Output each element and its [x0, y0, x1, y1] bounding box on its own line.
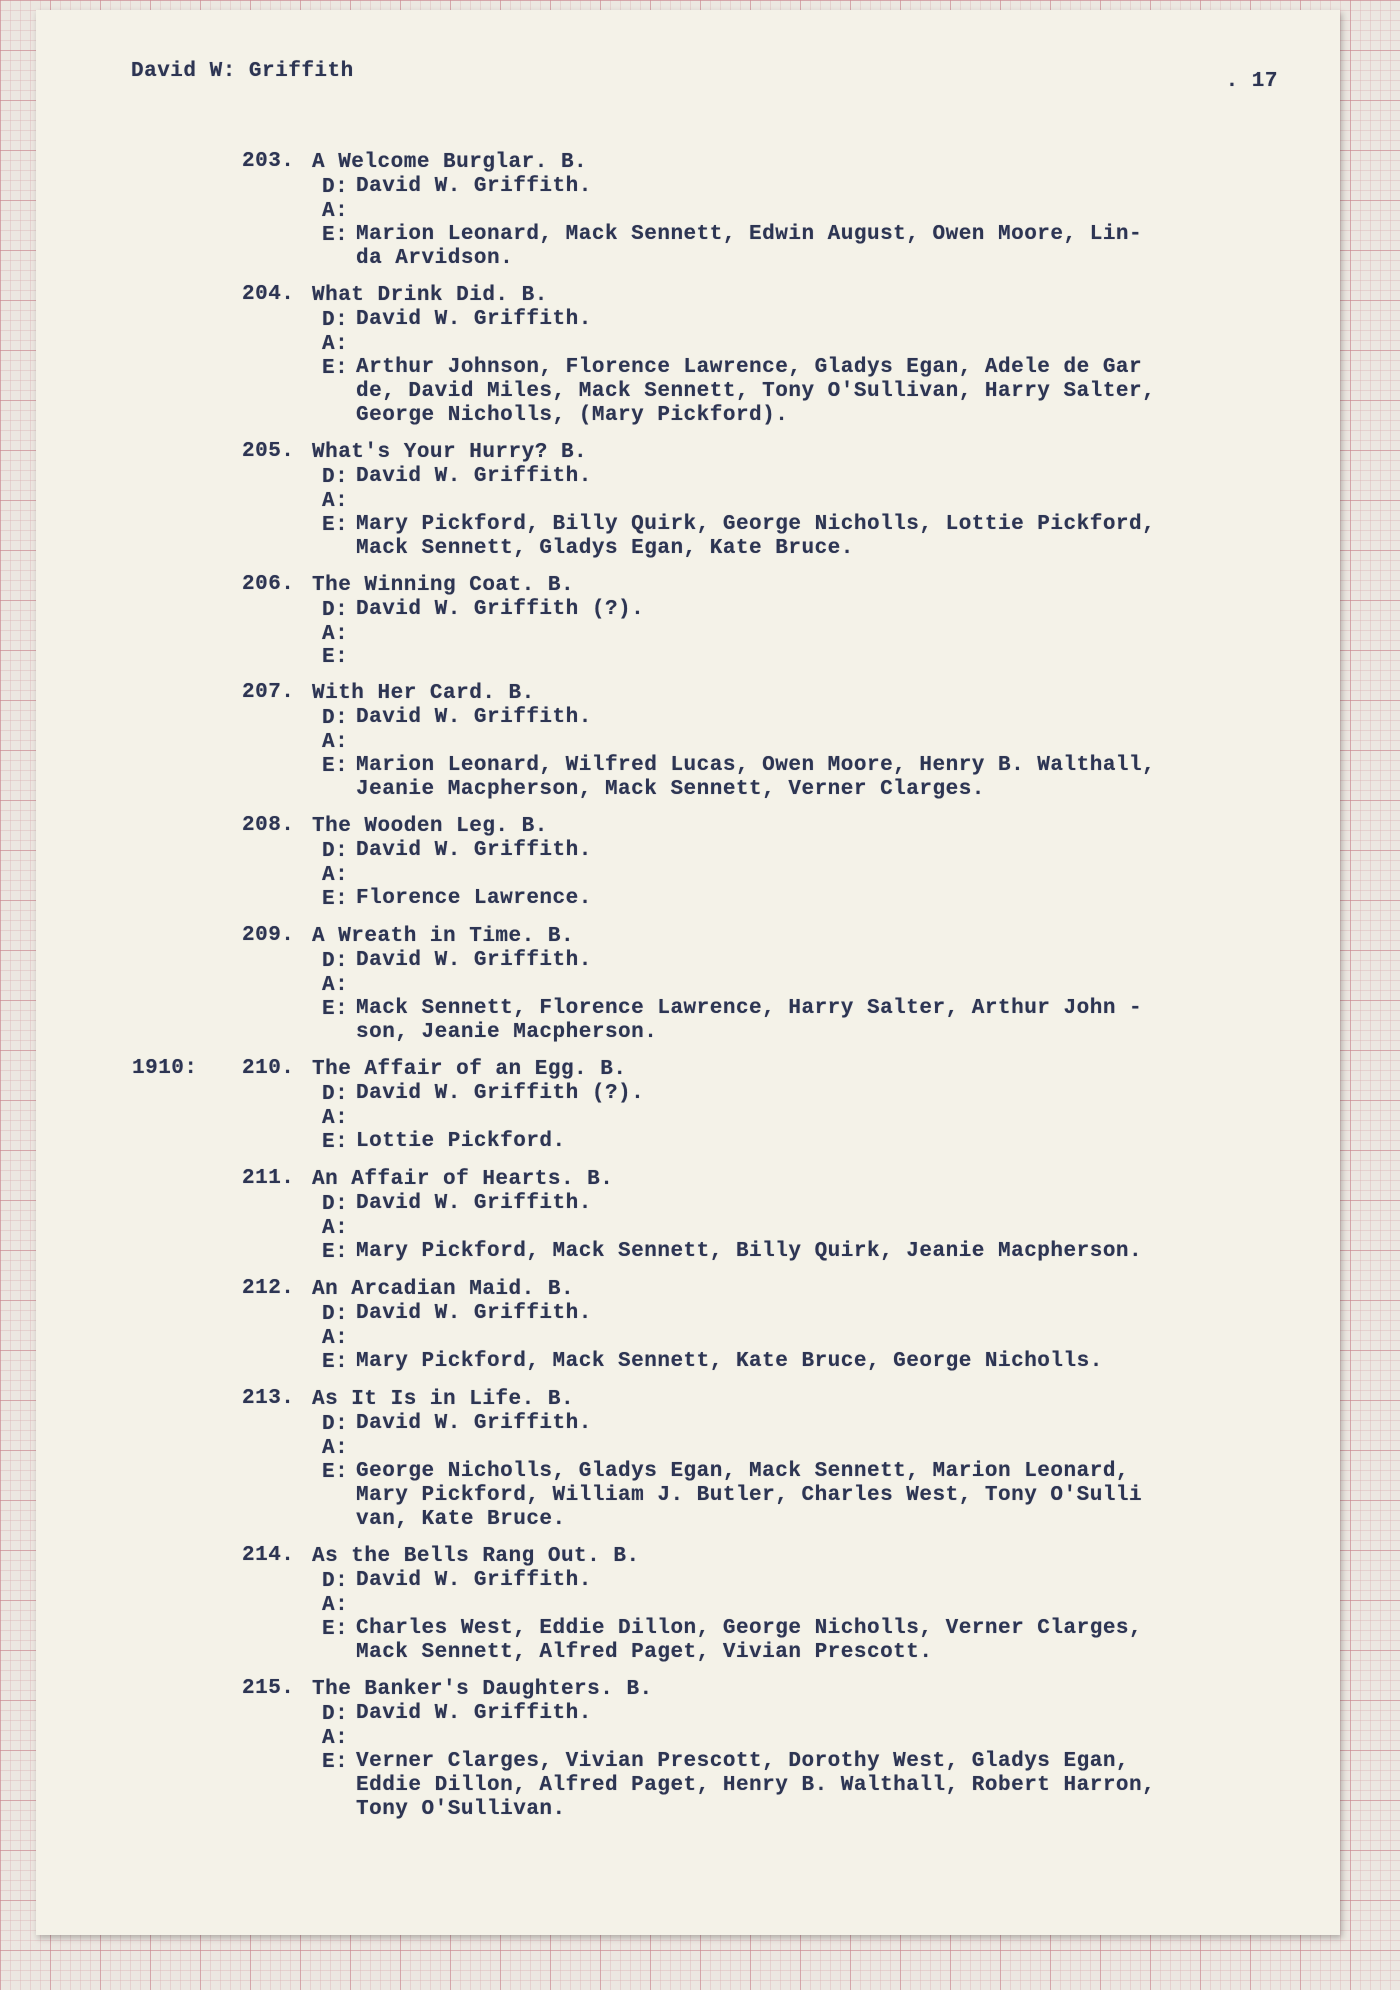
film-entry [132, 681, 1312, 802]
film-title: What's Your Hurry? B. [312, 441, 588, 464]
film-title: As the Bells Rang Out. B. [312, 1545, 640, 1568]
assistant-credit-label: A: [322, 864, 349, 887]
director-credit-label: D: [322, 1193, 349, 1216]
director-credit-label: D: [322, 1570, 349, 1593]
cast-credit [322, 646, 1312, 669]
assistant-credit-label: A: [322, 623, 349, 646]
film-title: The Affair of an Egg. B. [312, 1058, 627, 1081]
director-credit-label: D: [322, 707, 349, 730]
director-credit [322, 1192, 1312, 1217]
film-number: 205. [242, 440, 295, 463]
assistant-credit-label: A: [322, 1727, 349, 1750]
film-entry [132, 440, 1312, 561]
director-credit [322, 949, 1312, 974]
cast-credit-label: E: [322, 224, 349, 247]
assistant-credit [322, 200, 1312, 223]
cast-credit-label: E: [322, 1618, 349, 1641]
assistant-credit [322, 490, 1312, 513]
assistant-credit [322, 1727, 1312, 1750]
director-credit-label: D: [322, 1303, 349, 1326]
director-credit-text: David W. Griffith. [356, 175, 592, 198]
assistant-credit-label: A: [322, 1327, 349, 1350]
cast-credit-text: Marion Leonard, Wilfred Lucas, Owen Moore, Henry B. Walthall, Jeanie Macpherson, Mack Sennett, Verner Clarges. [356, 754, 1156, 801]
film-title: A Welcome Burglar. B. [312, 151, 588, 174]
assistant-credit [322, 731, 1312, 754]
cast-credit-text: Mary Pickford, Mack Sennett, Kate Bruce, George Nicholls. [356, 1350, 1103, 1373]
cast-credit-text: Mack Sennett, Florence Lawrence, Harry Salter, Arthur John - son, Jeanie Macpherson. [356, 997, 1143, 1044]
director-credit-text: David W. Griffith (?). [356, 1082, 645, 1105]
cast-credit-text: Charles West, Eddie Dillon, George Nicholls, Verner Clarges, Mack Sennett, Alfred Paget, Vivian Prescott. [356, 1617, 1143, 1664]
director-credit-label: D: [322, 840, 349, 863]
film-number: 214. [242, 1544, 295, 1567]
cast-credit [322, 887, 1312, 912]
film-number: 213. [242, 1387, 295, 1410]
cast-credit-text: Marion Leonard, Mack Sennett, Edwin August, Owen Moore, Lin- da Arvidson. [356, 223, 1143, 270]
assistant-credit [322, 333, 1312, 356]
director-credit [322, 1702, 1312, 1727]
film-title: A Wreath in Time. B. [312, 925, 575, 948]
director-credit-label: D: [322, 1083, 349, 1106]
film-entry [132, 924, 1312, 1045]
film-number: 210. [242, 1057, 295, 1080]
director-credit-label: D: [322, 599, 349, 622]
film-entry [132, 1277, 1312, 1375]
film-number: 204. [242, 283, 295, 306]
cast-credit-text: Mary Pickford, Billy Quirk, George Nicholls, Lottie Pickford, Mack Sennett, Gladys Egan, Kate Bruce. [356, 513, 1156, 560]
director-credit-text: David W. Griffith. [356, 949, 592, 972]
cast-credit-text: Florence Lawrence. [356, 887, 592, 910]
cast-credit-label: E: [322, 755, 349, 778]
assistant-credit-label: A: [322, 1217, 349, 1240]
assistant-credit [322, 623, 1312, 646]
director-credit-text: David W. Griffith. [356, 1302, 592, 1325]
director-credit-label: D: [322, 1703, 349, 1726]
assistant-credit [322, 1107, 1312, 1130]
film-number: 215. [242, 1677, 295, 1700]
page-author-header: David W: Griffith [131, 60, 354, 83]
cast-credit-label: E: [322, 1241, 349, 1264]
director-credit [322, 839, 1312, 864]
cast-credit [322, 1130, 1312, 1155]
director-credit [322, 1302, 1312, 1327]
director-credit-text: David W. Griffith. [356, 706, 592, 729]
film-entry [132, 283, 1312, 428]
film-title: An Arcadian Maid. B. [312, 1278, 575, 1301]
film-number: 207. [242, 681, 295, 704]
director-credit-label: D: [322, 466, 349, 489]
film-title: An Affair of Hearts. B. [312, 1168, 614, 1191]
director-credit-label: D: [322, 950, 349, 973]
film-title: What Drink Did. B. [312, 284, 548, 307]
director-credit-text: David W. Griffith. [356, 1569, 592, 1592]
typed-page [36, 10, 1340, 1935]
film-entry [132, 573, 1312, 669]
film-entry [132, 814, 1312, 912]
cast-credit-label: E: [322, 514, 349, 537]
cast-credit-text: Arthur Johnson, Florence Lawrence, Gladys Egan, Adele de Gar de, David Miles, Mack Sennett, Tony O'Sullivan, Harry Salter, George Nicholls, (Mary Pickford). [356, 356, 1156, 427]
year-marker: 1910: [132, 1057, 198, 1080]
cast-credit-label: E: [322, 998, 349, 1021]
assistant-credit [322, 974, 1312, 997]
cast-credit [322, 513, 1312, 561]
director-credit-text: David W. Griffith. [356, 1192, 592, 1215]
cast-credit-label: E: [322, 1351, 349, 1374]
director-credit-label: D: [322, 309, 349, 332]
cast-credit [322, 1750, 1312, 1822]
assistant-credit [322, 864, 1312, 887]
film-title: The Winning Coat. B. [312, 574, 575, 597]
film-title: The Banker's Daughters. B. [312, 1678, 653, 1701]
filmography-list [132, 150, 1312, 1834]
director-credit [322, 465, 1312, 490]
film-number: 212. [242, 1277, 295, 1300]
assistant-credit [322, 1594, 1312, 1617]
cast-credit [322, 754, 1312, 802]
assistant-credit-label: A: [322, 974, 349, 997]
film-entry [132, 150, 1312, 271]
assistant-credit-label: A: [322, 333, 349, 356]
cast-credit-label: E: [322, 888, 349, 911]
film-title: With Her Card. B. [312, 682, 535, 705]
director-credit-text: David W. Griffith (?). [356, 598, 645, 621]
cast-credit [322, 1460, 1312, 1532]
director-credit [322, 1412, 1312, 1437]
assistant-credit-label: A: [322, 1107, 349, 1130]
film-entry [132, 1544, 1312, 1665]
cast-credit-label: E: [322, 357, 349, 380]
film-entry [132, 1167, 1312, 1265]
director-credit-text: David W. Griffith. [356, 1702, 592, 1725]
film-number: 203. [242, 150, 295, 173]
film-number: 208. [242, 814, 295, 837]
director-credit-text: David W. Griffith. [356, 839, 592, 862]
cast-credit-label: E: [322, 1131, 349, 1154]
cast-credit [322, 356, 1312, 428]
film-title: The Wooden Leg. B. [312, 815, 548, 838]
assistant-credit [322, 1327, 1312, 1350]
assistant-credit-label: A: [322, 200, 349, 223]
film-entry [132, 1057, 1312, 1155]
cast-credit-label: E: [322, 646, 349, 669]
cast-credit [322, 1350, 1312, 1375]
assistant-credit-label: A: [322, 1437, 349, 1460]
director-credit [322, 1569, 1312, 1594]
director-credit [322, 706, 1312, 731]
cast-credit-text: Verner Clarges, Vivian Prescott, Dorothy West, Gladys Egan, Eddie Dillon, Alfred Paget, Henry B. Walthall, Robert Harron, Tony O'Sullivan. [356, 1750, 1156, 1821]
assistant-credit-label: A: [322, 490, 349, 513]
director-credit-text: David W. Griffith. [356, 308, 592, 331]
film-number: 209. [242, 924, 295, 947]
cast-credit-text: Lottie Pickford. [356, 1130, 566, 1153]
cast-credit [322, 1617, 1312, 1665]
film-number: 206. [242, 573, 295, 596]
cast-credit-label: E: [322, 1751, 349, 1774]
director-credit [322, 1082, 1312, 1107]
director-credit [322, 175, 1312, 200]
director-credit [322, 598, 1312, 623]
cast-credit-label: E: [322, 1461, 349, 1484]
assistant-credit [322, 1217, 1312, 1240]
assistant-credit-label: A: [322, 731, 349, 754]
film-entry [132, 1677, 1312, 1822]
film-title: As It Is in Life. B. [312, 1388, 575, 1411]
page-number: . 17 [1225, 70, 1278, 93]
director-credit [322, 308, 1312, 333]
director-credit-text: David W. Griffith. [356, 1412, 592, 1435]
director-credit-label: D: [322, 1413, 349, 1436]
film-entry [132, 1387, 1312, 1532]
director-credit-label: D: [322, 176, 349, 199]
cast-credit-text: Mary Pickford, Mack Sennett, Billy Quirk, Jeanie Macpherson. [356, 1240, 1143, 1263]
director-credit-text: David W. Griffith. [356, 465, 592, 488]
assistant-credit-label: A: [322, 1594, 349, 1617]
cast-credit-text: George Nicholls, Gladys Egan, Mack Sennett, Marion Leonard, Mary Pickford, William J. Butler, Charles West, Tony O'Sulli van, Kate Bruce. [356, 1460, 1143, 1531]
cast-credit [322, 997, 1312, 1045]
cast-credit [322, 223, 1312, 271]
film-number: 211. [242, 1167, 295, 1190]
cast-credit [322, 1240, 1312, 1265]
assistant-credit [322, 1437, 1312, 1460]
